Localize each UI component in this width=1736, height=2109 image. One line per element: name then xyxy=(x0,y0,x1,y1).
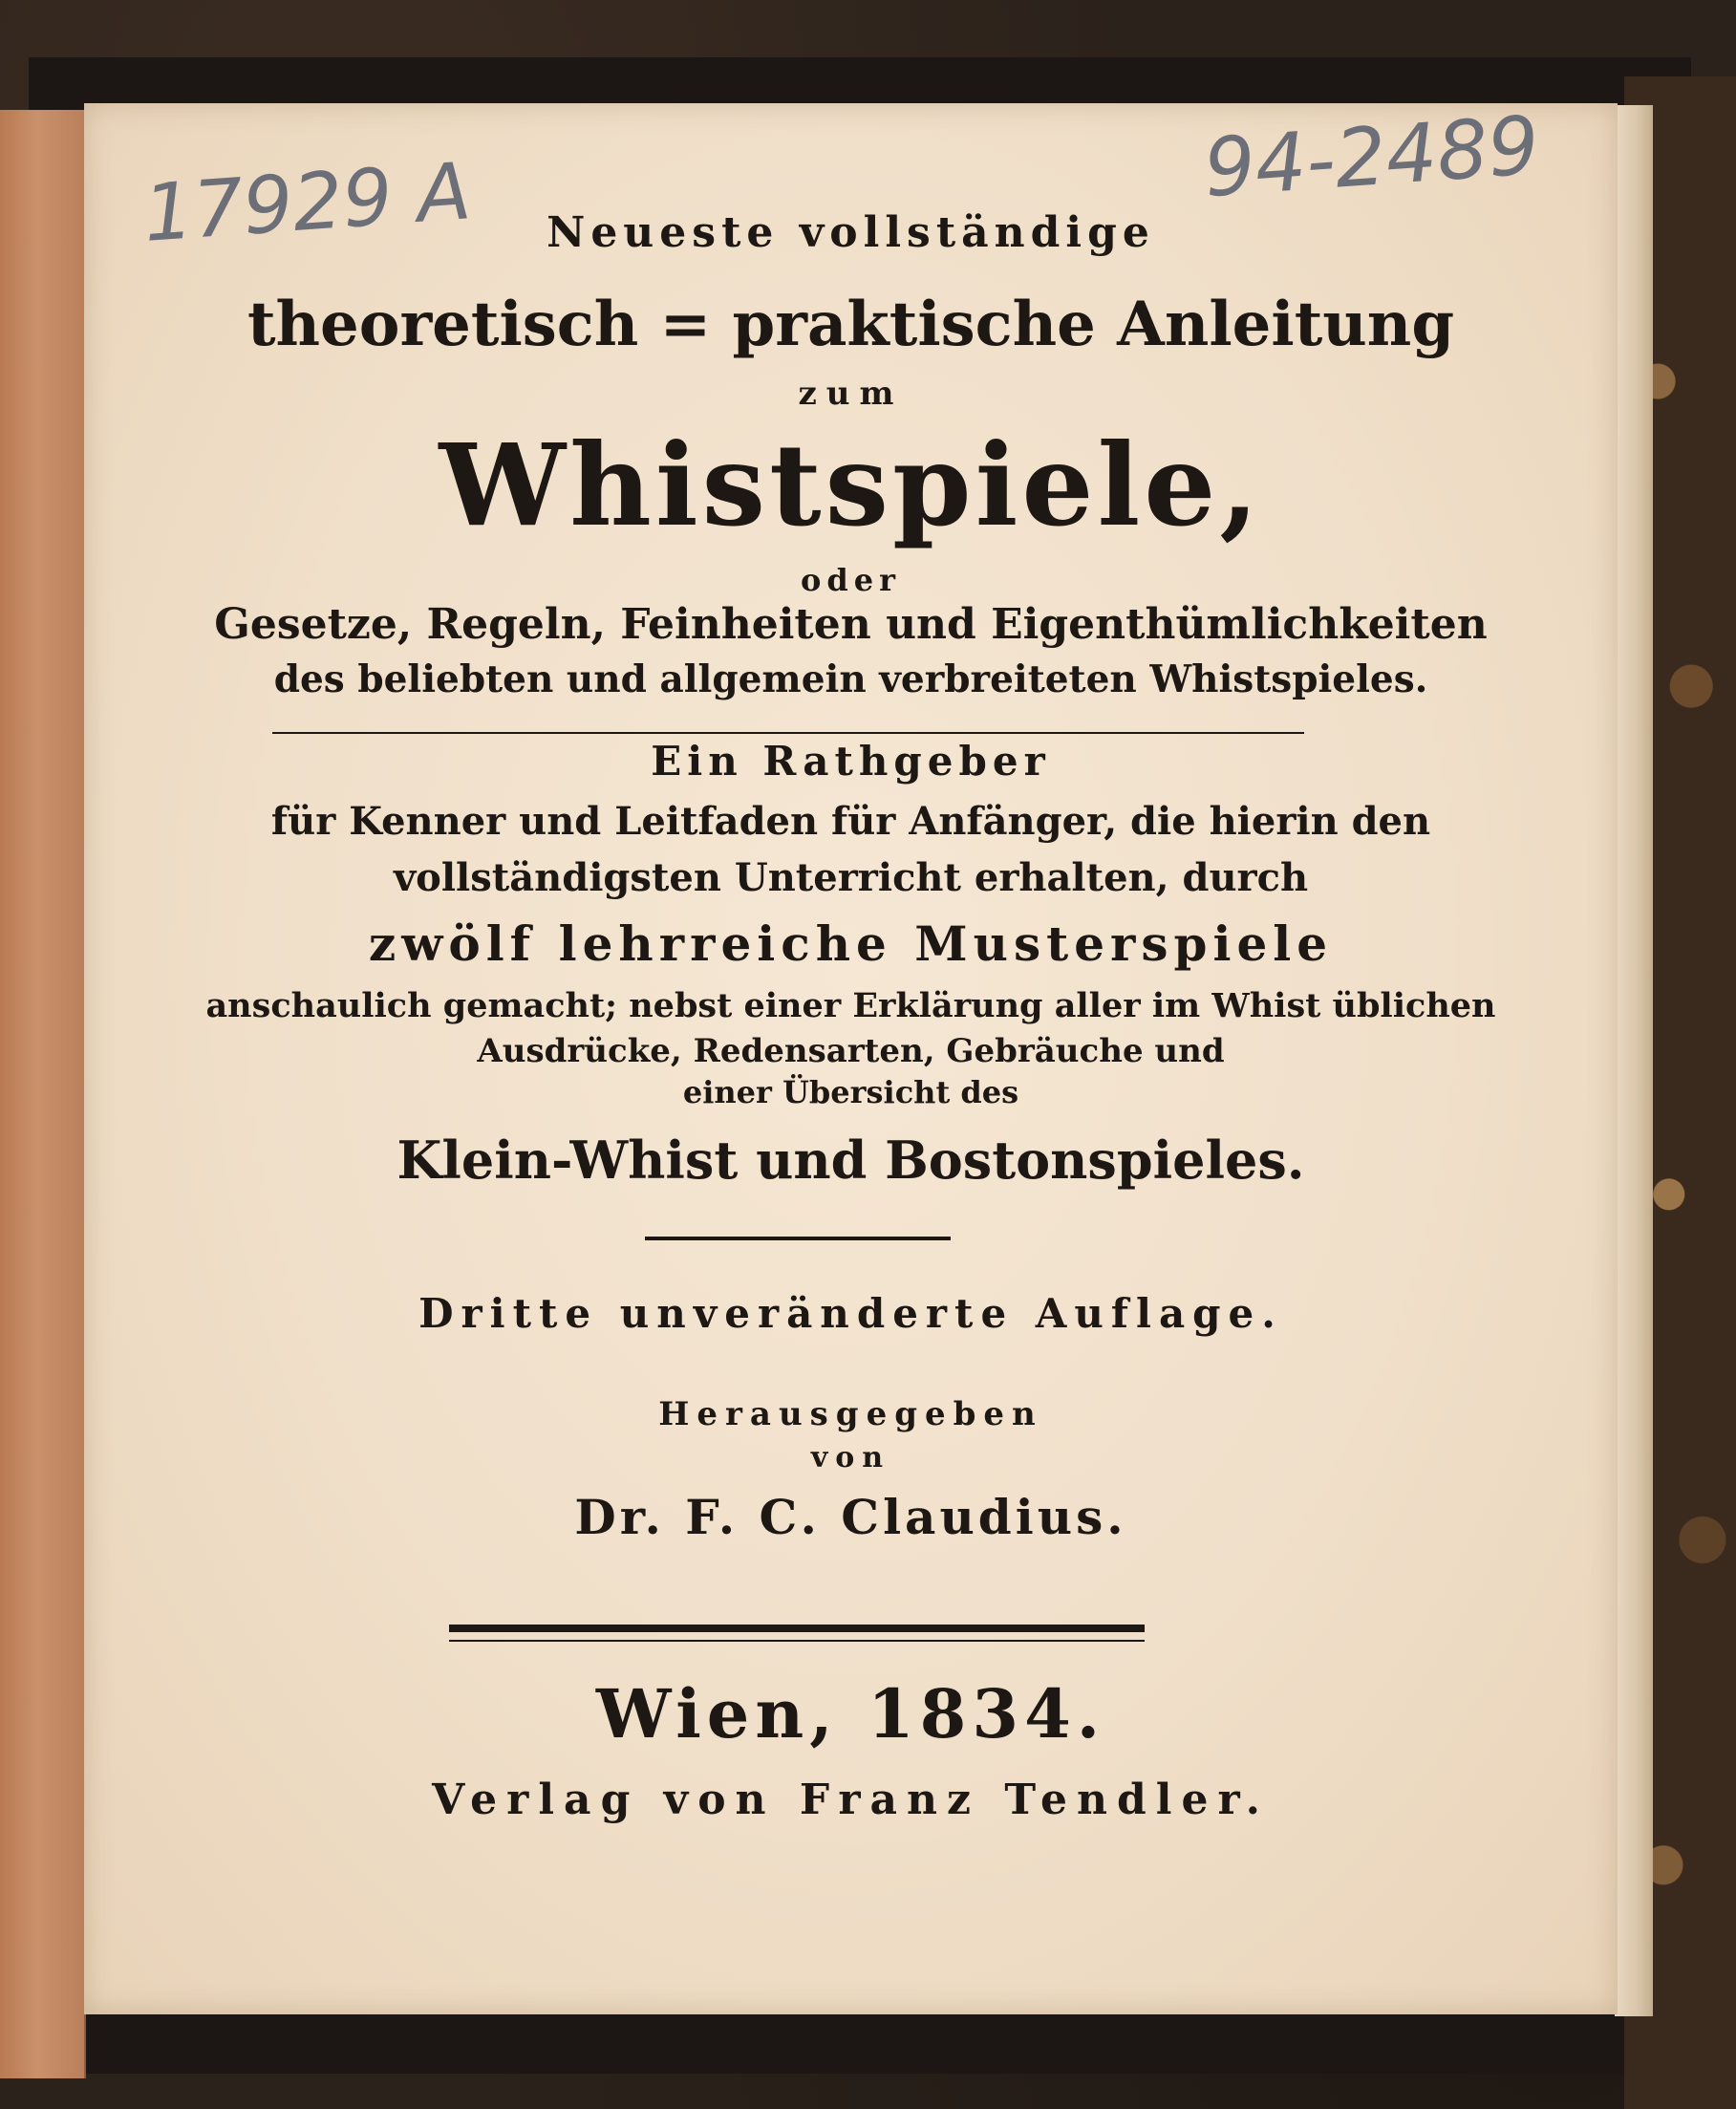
publisher-line: Verlag von Franz Tendler. xyxy=(432,1775,1270,1824)
editor-label: Herausgegeben xyxy=(658,1395,1043,1433)
shelfmark-left: 17929 A xyxy=(140,146,474,260)
description-line-1: für Kenner und Leitfaden für Anfänger, die hierin den xyxy=(270,799,1431,844)
divider-double-bottom xyxy=(449,1640,1145,1642)
title-line-2: theoretisch = praktische Anleitung xyxy=(246,289,1455,360)
shelfmark-right: 94-2489 xyxy=(1201,97,1542,216)
subtitle-line-1: Gesetze, Regeln, Feinheiten und Eigenthümlichkeiten xyxy=(214,600,1488,649)
divider-thin xyxy=(272,732,1304,734)
description-line-3: anschaulich gemacht; nebst einer Erklärung aller im Whist üblichen xyxy=(205,986,1496,1025)
divider-short xyxy=(645,1237,951,1240)
subtitle-line-2: des beliebten und allgemein verbreiteten Whistspieles. xyxy=(273,657,1428,701)
klein-whist-line: Klein-Whist und Bostonspieles. xyxy=(396,1130,1305,1191)
divider-double-top xyxy=(449,1625,1145,1632)
description-line-4: Ausdrücke, Redensarten, Gebräuche und xyxy=(477,1032,1225,1070)
title-line-3: zum xyxy=(798,375,904,413)
musterspiele-line: zwölf lehrreiche Musterspiele xyxy=(368,915,1334,972)
title-line-1: Neueste vollständige xyxy=(547,208,1155,257)
rathgeber-heading: Ein Rathgeber xyxy=(651,738,1051,785)
editor-von: von xyxy=(810,1441,891,1474)
title-line-5: oder xyxy=(801,562,901,598)
edition-line: Dritte unveränderte Auflage. xyxy=(418,1290,1283,1337)
spine-strip xyxy=(0,110,86,2078)
place-year: Wien, 1834. xyxy=(595,1674,1106,1754)
main-title: Whistspiele, xyxy=(439,419,1263,551)
editor-name: Dr. F. C. Claudius. xyxy=(574,1489,1127,1545)
description-line-2: vollständigsten Unterricht erhalten, durch xyxy=(393,855,1309,900)
description-line-5: einer Übersicht des xyxy=(682,1074,1019,1110)
page-edge xyxy=(1615,105,1653,2016)
